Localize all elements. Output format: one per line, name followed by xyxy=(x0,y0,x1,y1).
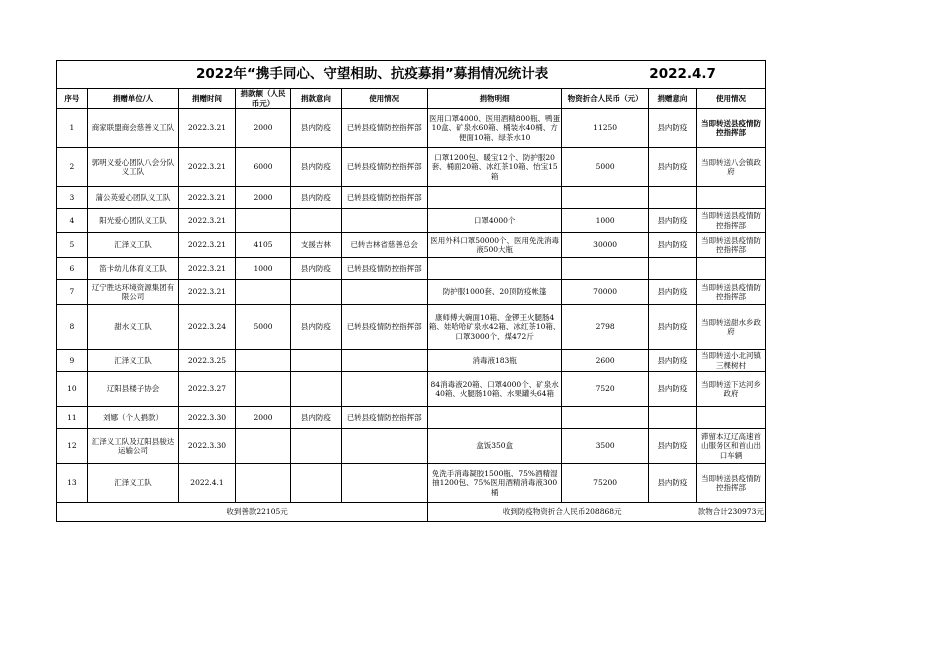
cell-goods-intent: 县内防疫 xyxy=(648,280,696,305)
cell-goods-intent: 县内防疫 xyxy=(648,209,696,233)
cell-amount xyxy=(235,209,290,233)
cell-goods-usage: 当即转送县疫情防控指挥部 xyxy=(697,209,766,233)
cell-goods xyxy=(427,407,562,429)
cell-amount: 2000 xyxy=(235,109,290,148)
cell-intent: 县内防疫 xyxy=(291,148,341,187)
table-row xyxy=(57,233,766,258)
cell-intent: 县内防疫 xyxy=(291,258,341,280)
cell-goods-usage: 当即转送县疫情防控指挥部 xyxy=(697,233,766,258)
header-intent: 捐款意向 xyxy=(291,89,341,109)
cell-amount xyxy=(235,372,290,407)
cell-goods-value: 2600 xyxy=(562,350,648,372)
cell-donor: 刘娜（个人捐款） xyxy=(87,407,178,429)
footer-cash-total: 收到善款22105元 xyxy=(87,503,427,522)
cell-intent xyxy=(291,429,341,464)
cell-goods-usage: 当即转送小北河镇三棵树村 xyxy=(697,350,766,372)
cell-no: 8 xyxy=(57,305,88,350)
cell-goods xyxy=(427,258,562,280)
cell-time: 2022.3.21 xyxy=(179,280,236,305)
cell-time: 2022.3.21 xyxy=(179,109,236,148)
table-row xyxy=(57,258,766,280)
table-row xyxy=(57,305,766,350)
cell-goods-value: 3500 xyxy=(562,429,648,464)
footer-blank-cell xyxy=(57,503,88,522)
header-goods-intent: 捐赠意向 xyxy=(648,89,696,109)
cell-amount xyxy=(235,464,290,503)
cell-goods-value xyxy=(562,407,648,429)
cell-time: 2022.3.21 xyxy=(179,258,236,280)
cell-usage xyxy=(341,350,427,372)
cell-usage: 已转县疫情防控指挥部 xyxy=(341,407,427,429)
cell-time: 2022.3.27 xyxy=(179,372,236,407)
cell-donor: 蒲公英爱心团队义工队 xyxy=(87,187,178,209)
cell-goods: 康师傅大碗面10箱、金锣王火腿肠4箱、娃哈哈矿泉水42箱、冰红茶10箱、口罩3000个、煤472斤 xyxy=(427,305,562,350)
cell-time: 2022.3.21 xyxy=(179,209,236,233)
cell-goods-value: 75200 xyxy=(562,464,648,503)
sheet-date: 2022.4.7 xyxy=(648,61,765,89)
cell-usage xyxy=(341,464,427,503)
cell-amount xyxy=(235,350,290,372)
cell-goods: 消毒液183瓶 xyxy=(427,350,562,372)
cell-goods: 医用外科口罩50000个、医用免洗消毒液500大瓶 xyxy=(427,233,562,258)
cell-goods-intent xyxy=(648,407,696,429)
table-row xyxy=(57,109,766,148)
cell-goods-intent: 县内防疫 xyxy=(648,372,696,407)
cell-goods-value: 70000 xyxy=(562,280,648,305)
header-usage: 使用情况 xyxy=(341,89,427,109)
cell-goods-usage: 滞留本辽辽高速首山服务区和首山出口车辆 xyxy=(697,429,766,464)
cell-usage xyxy=(341,209,427,233)
cell-goods: 防护服1000套、20顶防疫帐篷 xyxy=(427,280,562,305)
cell-usage: 已转县疫情防控指挥部 xyxy=(341,148,427,187)
cell-intent: 支援吉林 xyxy=(291,233,341,258)
cell-goods-intent: 县内防疫 xyxy=(648,350,696,372)
table-row xyxy=(57,464,766,503)
cell-usage: 已转县疫情防控指挥部 xyxy=(341,258,427,280)
cell-amount xyxy=(235,280,290,305)
cell-donor: 汇泽义工队 xyxy=(87,464,178,503)
cell-goods-value: 1000 xyxy=(562,209,648,233)
cell-goods-value xyxy=(562,187,648,209)
cell-goods: 口罩1200包、暖宝12个、防护服20套、桶面20箱、冰红茶10箱、怡宝15箱 xyxy=(427,148,562,187)
cell-amount: 1000 xyxy=(235,258,290,280)
cell-goods: 免洗手消毒凝胶1500瓶、75%酒精湿抽1200包、75%医用酒精消毒液300桶 xyxy=(427,464,562,503)
cell-no: 4 xyxy=(57,209,88,233)
cell-intent: 县内防疫 xyxy=(291,407,341,429)
table-row xyxy=(57,372,766,407)
cell-usage: 已转县疫情防控指挥部 xyxy=(341,109,427,148)
cell-no: 7 xyxy=(57,280,88,305)
header-goods-usage: 使用情况 xyxy=(697,89,766,109)
cell-donor: 阳光爱心团队义工队 xyxy=(87,209,178,233)
cell-goods-usage: 当即转送甜水乡政府 xyxy=(697,305,766,350)
cell-goods-usage: 当即转送下达河乡政府 xyxy=(697,372,766,407)
cell-time: 2022.3.21 xyxy=(179,148,236,187)
footer-row xyxy=(57,503,766,522)
cell-time: 2022.3.30 xyxy=(179,429,236,464)
cell-intent: 县内防疫 xyxy=(291,109,341,148)
donation-table xyxy=(56,60,766,522)
cell-no: 13 xyxy=(57,464,88,503)
cell-usage: 已转县疫情防控指挥部 xyxy=(341,305,427,350)
cell-intent xyxy=(291,209,341,233)
table-row xyxy=(57,148,766,187)
cell-donor: 郭明义爱心团队八会分队义工队 xyxy=(87,148,178,187)
cell-goods-intent: 县内防疫 xyxy=(648,109,696,148)
cell-goods-value: 11250 xyxy=(562,109,648,148)
cell-donor: 商家联盟商会慈善义工队 xyxy=(87,109,178,148)
cell-no: 11 xyxy=(57,407,88,429)
cell-donor: 辽阳县楼子协会 xyxy=(87,372,178,407)
cell-time: 2022.3.24 xyxy=(179,305,236,350)
table-row xyxy=(57,350,766,372)
cell-amount xyxy=(235,429,290,464)
cell-amount: 4105 xyxy=(235,233,290,258)
cell-donor: 汇泽义工队 xyxy=(87,233,178,258)
cell-goods: 盒饭350盒 xyxy=(427,429,562,464)
header-row xyxy=(57,89,766,109)
header-donor: 捐赠单位/人 xyxy=(87,89,178,109)
cell-goods-value xyxy=(562,258,648,280)
cell-goods-intent: 县内防疫 xyxy=(648,305,696,350)
cell-goods-usage: 当即转送县疫情防控指挥部 xyxy=(697,280,766,305)
header-time: 捐赠时间 xyxy=(179,89,236,109)
cell-goods-intent: 县内防疫 xyxy=(648,464,696,503)
cell-goods-usage xyxy=(697,187,766,209)
cell-no: 9 xyxy=(57,350,88,372)
cell-goods-intent: 县内防疫 xyxy=(648,429,696,464)
cell-goods-intent xyxy=(648,187,696,209)
cell-goods-usage: 当即转送县疫情防控指挥部 xyxy=(697,464,766,503)
cell-amount: 6000 xyxy=(235,148,290,187)
cell-goods-value: 30000 xyxy=(562,233,648,258)
cell-no: 2 xyxy=(57,148,88,187)
cell-intent xyxy=(291,280,341,305)
cell-usage xyxy=(341,280,427,305)
cell-goods-usage xyxy=(697,407,766,429)
title-row xyxy=(57,61,766,89)
cell-no: 5 xyxy=(57,233,88,258)
cell-goods: 医用口罩4000、医用酒精800瓶、鸭蛋10盒、矿泉水60箱、桶装水40桶、方便面10箱、绿茶水10 xyxy=(427,109,562,148)
cell-donor: 汇泽义工队及辽阳县骏达运输公司 xyxy=(87,429,178,464)
table-row xyxy=(57,429,766,464)
cell-donor: 汇泽义工队 xyxy=(87,350,178,372)
cell-goods-intent xyxy=(648,258,696,280)
cell-goods-value: 5000 xyxy=(562,148,648,187)
cell-goods xyxy=(427,187,562,209)
cell-goods-value: 7520 xyxy=(562,372,648,407)
sheet-title: 2022年“携手同心、守望相助、抗疫募捐”募捐情况统计表 xyxy=(57,61,649,89)
cell-goods: 口罩4000个 xyxy=(427,209,562,233)
cell-no: 1 xyxy=(57,109,88,148)
header-goods: 捐物明细 xyxy=(427,89,562,109)
footer-grand-total: 款物合计230973元 xyxy=(697,503,766,522)
cell-usage xyxy=(341,429,427,464)
cell-donor: 辽宁胜达环境资源集团有限公司 xyxy=(87,280,178,305)
cell-goods-intent: 县内防疫 xyxy=(648,233,696,258)
cell-goods: 84消毒液20箱、口罩4000个、矿泉水40箱、火腿肠10箱、水果罐头64箱 xyxy=(427,372,562,407)
cell-usage: 已转吉林省慈善总会 xyxy=(341,233,427,258)
cell-amount: 2000 xyxy=(235,187,290,209)
table-row xyxy=(57,209,766,233)
cell-no: 3 xyxy=(57,187,88,209)
cell-amount: 2000 xyxy=(235,407,290,429)
table-row xyxy=(57,407,766,429)
cell-time: 2022.3.21 xyxy=(179,233,236,258)
cell-donor: 笛卡幼儿体育义工队 xyxy=(87,258,178,280)
header-amount: 捐款额（人民币元） xyxy=(235,89,290,109)
cell-usage: 已转县疫情防控指挥部 xyxy=(341,187,427,209)
cell-goods-usage xyxy=(697,258,766,280)
header-no: 序号 xyxy=(57,89,88,109)
cell-intent xyxy=(291,372,341,407)
header-goods-value: 物资折合人民币（元） xyxy=(562,89,648,109)
table-row xyxy=(57,187,766,209)
cell-intent: 县内防疫 xyxy=(291,187,341,209)
cell-intent xyxy=(291,464,341,503)
cell-time: 2022.3.25 xyxy=(179,350,236,372)
cell-goods-intent: 县内防疫 xyxy=(648,148,696,187)
table-row xyxy=(57,280,766,305)
cell-no: 10 xyxy=(57,372,88,407)
cell-no: 12 xyxy=(57,429,88,464)
cell-donor: 甜水义工队 xyxy=(87,305,178,350)
cell-usage xyxy=(341,372,427,407)
cell-intent xyxy=(291,350,341,372)
cell-amount: 5000 xyxy=(235,305,290,350)
cell-time: 2022.3.30 xyxy=(179,407,236,429)
cell-no: 6 xyxy=(57,258,88,280)
cell-time: 2022.4.1 xyxy=(179,464,236,503)
cell-goods-usage: 当即转送县疫情防控指挥部 xyxy=(697,109,766,148)
cell-time: 2022.3.21 xyxy=(179,187,236,209)
cell-intent: 县内防疫 xyxy=(291,305,341,350)
cell-goods-value: 2798 xyxy=(562,305,648,350)
footer-goods-total: 收到防疫物资折合人民币208868元 xyxy=(427,503,696,522)
cell-goods-usage: 当即转送八会镇政府 xyxy=(697,148,766,187)
